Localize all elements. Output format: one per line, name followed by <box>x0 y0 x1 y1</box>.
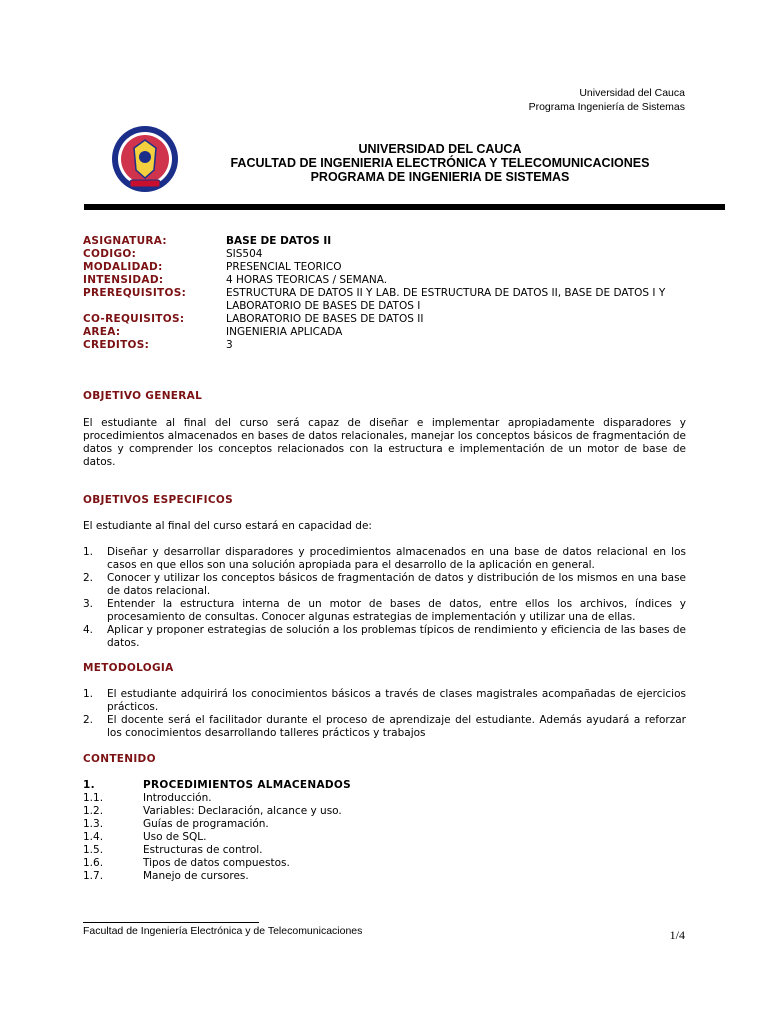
list-number: 3. <box>83 598 94 610</box>
list-text: Aplicar y proponer estrategias de solución a los problemas típicos de rendimiento y eficiencia de las bases de datos. <box>107 624 686 649</box>
section-title-contenido: CONTENIDO <box>83 753 156 765</box>
info-label: ASIGNATURA: <box>83 235 167 247</box>
unit-number: 1. <box>83 779 95 791</box>
list-number: 1. <box>83 546 94 558</box>
info-label: PREREQUISITOS: <box>83 287 187 299</box>
info-value: PRESENCIAL TEORICO <box>226 261 342 273</box>
objetivos-intro: El estudiante al final del curso estará en capacidad de: <box>83 520 372 532</box>
info-row-area <box>83 326 683 339</box>
info-value: 4 HORAS TEORICAS / SEMANA. <box>226 274 388 286</box>
list-number: 4. <box>83 624 94 636</box>
unit-title: PROCEDIMIENTOS ALMACENADOS <box>143 779 352 791</box>
info-value: INGENIERIA APLICADA <box>226 326 343 338</box>
list-number: 2. <box>83 714 94 726</box>
footer-rule <box>83 922 259 923</box>
info-row-codigo <box>83 248 683 261</box>
info-label: CODIGO: <box>83 248 137 260</box>
list-item <box>83 688 686 714</box>
item-number: 1.7. <box>83 870 104 882</box>
objetivo-general-text: El estudiante al final del curso será capaz de diseñar e implementar apropiadamente disparadores y procedimientos almacenados en bases de datos relacionales, manejar los conceptos básicos de fragmentación de datos y comprender los conceptos relacionados con la estructura e implementación de un motor de base de datos. <box>83 417 686 468</box>
info-label: CREDITOS: <box>83 339 150 351</box>
university-seal-icon <box>110 124 180 194</box>
title-program: PROGRAMA DE INGENIERIA DE SISTEMAS <box>310 170 570 184</box>
contenido-item <box>83 857 683 870</box>
list-number: 1. <box>83 688 94 700</box>
info-label: AREA: <box>83 326 121 338</box>
item-text: Manejo de cursores. <box>143 870 249 882</box>
list-text: Diseñar y desarrollar disparadores y procedimientos almacenados en una base de datos relacional en los casos en que ellos son una solución apropiada para el desarrollo de la aplicación en general. <box>107 546 686 571</box>
metodologia-list <box>83 688 686 740</box>
info-label: CO-REQUISITOS: <box>83 313 185 325</box>
item-text: Tipos de datos compuestos. <box>143 857 290 869</box>
item-text: Introducción. <box>143 792 212 804</box>
header-divider <box>84 204 725 210</box>
item-number: 1.5. <box>83 844 104 856</box>
header-program: Programa Ingeniería de Sistemas <box>528 101 685 113</box>
info-label: MODALIDAD: <box>83 261 163 273</box>
objetivos-list <box>83 546 686 650</box>
info-row-correquisitos <box>83 313 683 326</box>
item-text: Variables: Declaración, alcance y uso. <box>143 805 342 817</box>
info-value: LABORATORIO DE BASES DE DATOS II <box>226 313 424 325</box>
info-value: SIS504 <box>226 248 263 260</box>
section-title-metodologia: METODOLOGIA <box>83 662 174 674</box>
title-university: UNIVERSIDAD DEL CAUCA <box>358 142 522 156</box>
list-number: 2. <box>83 572 94 584</box>
list-item <box>83 572 686 598</box>
info-value: BASE DE DATOS II <box>226 235 332 247</box>
contenido-list <box>83 779 683 883</box>
info-row-prerequisitos <box>83 287 683 313</box>
list-text: Entender la estructura interna de un motor de bases de datos, entre ellos los archivos, índices y procesamiento de consultas. Conocer algunas estrategias de implementación y utilizar una de ellas. <box>107 598 686 623</box>
info-row-intensidad <box>83 274 683 287</box>
info-value: ESTRUCTURA DE DATOS II Y LAB. DE ESTRUCTURA DE DATOS II, BASE DE DATOS I Y LABORATORIO DE BASES DE DATOS I <box>226 287 666 312</box>
list-text: El estudiante adquirirá los conocimientos básicos a través de clases magistrales acompañadas de ejercicios prácticos. <box>107 688 686 713</box>
info-row-modalidad <box>83 261 683 274</box>
info-label: INTENSIDAD: <box>83 274 164 286</box>
footer-faculty: Facultad de Ingeniería Electrónica y de Telecomunicaciones <box>83 925 363 937</box>
course-info-table <box>83 235 683 352</box>
list-text: Conocer y utilizar los conceptos básicos de fragmentación de datos y distribución de los mismos en una base de datos relacional. <box>107 572 686 597</box>
info-value: 3 <box>226 339 233 351</box>
item-text: Uso de SQL. <box>143 831 207 843</box>
title-faculty: FACULTAD DE INGENIERIA ELECTRÓNICA Y TELECOMUNICACIONES <box>230 156 650 170</box>
contenido-item <box>83 818 683 831</box>
section-title-objetivos-especificos: OBJETIVOS ESPECIFICOS <box>83 494 233 506</box>
contenido-item <box>83 844 683 857</box>
list-item <box>83 714 686 740</box>
contenido-heading <box>83 779 683 792</box>
header-university: Universidad del Cauca <box>579 87 685 99</box>
item-number: 1.2. <box>83 805 104 817</box>
contenido-item <box>83 792 683 805</box>
info-row-creditos <box>83 339 683 352</box>
contenido-item <box>83 805 683 818</box>
item-number: 1.1. <box>83 792 104 804</box>
contenido-item <box>83 831 683 844</box>
item-text: Guías de programación. <box>143 818 269 830</box>
page-number: 1/4 <box>669 928 685 942</box>
list-item <box>83 624 686 650</box>
info-row-asignatura <box>83 235 683 248</box>
item-number: 1.6. <box>83 857 104 869</box>
document-titles <box>200 142 680 184</box>
list-text: El docente será el facilitador durante el proceso de aprendizaje del estudiante. Además ayudará a reforzar los conocimientos desarrollando talleres prácticos y trabajos <box>107 714 686 739</box>
item-number: 1.4. <box>83 831 104 843</box>
list-item <box>83 546 686 572</box>
running-header <box>529 86 685 114</box>
item-text: Estructuras de control. <box>143 844 263 856</box>
section-title-objetivo-general: OBJETIVO GENERAL <box>83 390 203 402</box>
contenido-item <box>83 870 683 883</box>
item-number: 1.3. <box>83 818 104 830</box>
list-item <box>83 598 686 624</box>
